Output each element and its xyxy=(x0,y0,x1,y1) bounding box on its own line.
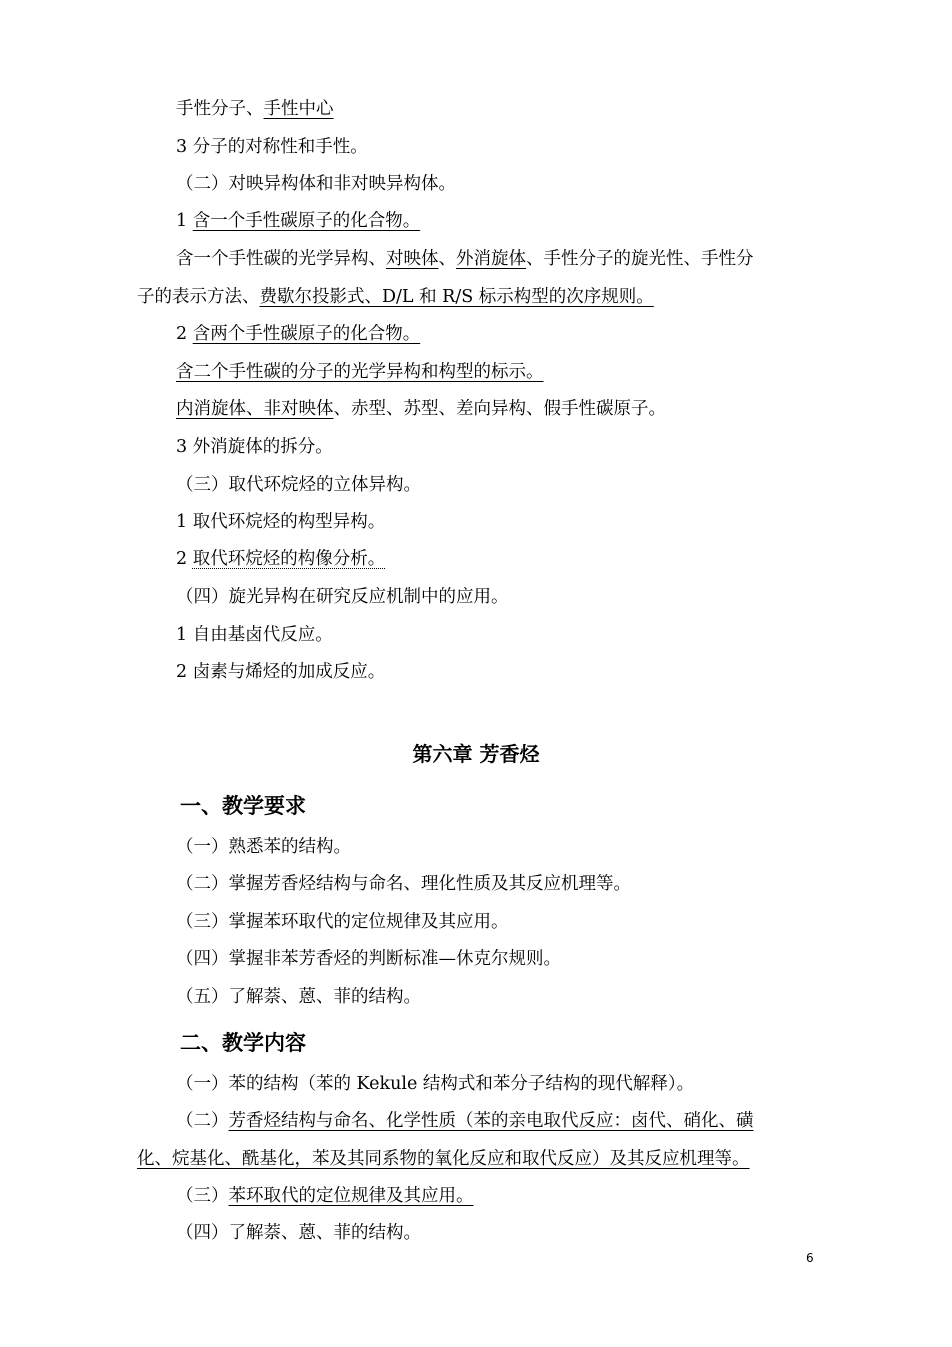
text: 含一个手性碳的光学异构、 xyxy=(176,249,386,269)
content-item xyxy=(176,1109,754,1133)
text-line xyxy=(176,322,420,346)
text-line: （四）旋光异构在研究反应机制中的应用。 xyxy=(176,587,509,607)
text: 2 xyxy=(176,549,193,569)
content-item: （四）了解萘、蒽、菲的结构。 xyxy=(176,1223,421,1243)
underlined-text: 对映体 xyxy=(386,249,439,269)
chapter-title: 第六章 芳香烃 xyxy=(412,742,540,766)
underlined-text: 含两个手性碳原子的化合物。 xyxy=(192,324,421,344)
underlined-text: 芳香烃结构与命名、化学性质（苯的亲电取代反应：卤代、硝化、磺 xyxy=(228,1111,754,1131)
requirement-item: （一）熟悉苯的结构。 xyxy=(176,837,351,857)
text: （二） xyxy=(176,1111,229,1131)
text-line: 2 卤素与烯烃的加成反应。 xyxy=(176,662,386,682)
text-line: （二）对映异构体和非对映异构体。 xyxy=(176,174,456,194)
text: 子的表示方法、 xyxy=(137,287,260,307)
text-line xyxy=(176,97,334,121)
text-line xyxy=(176,247,754,271)
text-line: 3 分子的对称性和手性。 xyxy=(176,137,368,157)
section-heading: 一、教学要求 xyxy=(180,794,306,818)
content-item: （一）苯的结构（苯的 Kekule 结构式和苯分子结构的现代解释）。 xyxy=(176,1074,695,1094)
text: 、手性分子的旋光性、手性分 xyxy=(526,249,754,269)
content-item-continued: 化、烷基化、酰基化，苯及其同系物的氧化反应和取代反应）及其反应机理等。 xyxy=(137,1149,750,1169)
underlined-text: 手性中心 xyxy=(263,99,334,119)
section-heading: 二、教学内容 xyxy=(180,1031,306,1055)
text: 2 xyxy=(176,324,193,344)
underlined-text: 内消旋体、非对映体 xyxy=(176,399,334,419)
text: 手性分子、 xyxy=(176,99,264,119)
dotted-underlined-text: 取代环烷烃的构像分析。 xyxy=(192,549,386,569)
text-line xyxy=(176,397,666,421)
text-line: 1 取代环烷烃的构型异构。 xyxy=(176,512,386,532)
underlined-text: 含一个手性碳原子的化合物。 xyxy=(192,211,421,231)
text-line xyxy=(176,209,420,233)
text-line: （三）取代环烷烃的立体异构。 xyxy=(176,475,421,495)
content-item xyxy=(176,1184,474,1208)
requirement-item: （三）掌握苯环取代的定位规律及其应用。 xyxy=(176,912,509,932)
requirement-item: （五）了解萘、蒽、菲的结构。 xyxy=(176,987,421,1007)
text: 、赤型、苏型、差向异构、假手性碳原子。 xyxy=(333,399,666,419)
underlined-text: 苯环取代的定位规律及其应用。 xyxy=(228,1186,474,1206)
underlined-text: 费歇尔投影式、D/L 和 R/S 标示构型的次序规则。 xyxy=(259,287,654,307)
requirement-item: （四）掌握非苯芳香烃的判断标准—休克尔规则。 xyxy=(176,949,561,969)
requirement-item: （二）掌握芳香烃结构与命名、理化性质及其反应机理等。 xyxy=(176,874,631,894)
text-line: 1 自由基卤代反应。 xyxy=(176,625,333,645)
text: （三） xyxy=(176,1186,229,1206)
text-line xyxy=(137,285,654,309)
text-line: 含二个手性碳的分子的光学异构和构型的标示。 xyxy=(176,362,544,382)
text-line: 3 外消旋体的拆分。 xyxy=(176,437,333,457)
text: 、 xyxy=(438,249,456,269)
page-number: 6 xyxy=(806,1251,814,1265)
underlined-text: 外消旋体 xyxy=(456,249,526,269)
text: 1 xyxy=(176,211,193,231)
text-line xyxy=(176,547,385,571)
